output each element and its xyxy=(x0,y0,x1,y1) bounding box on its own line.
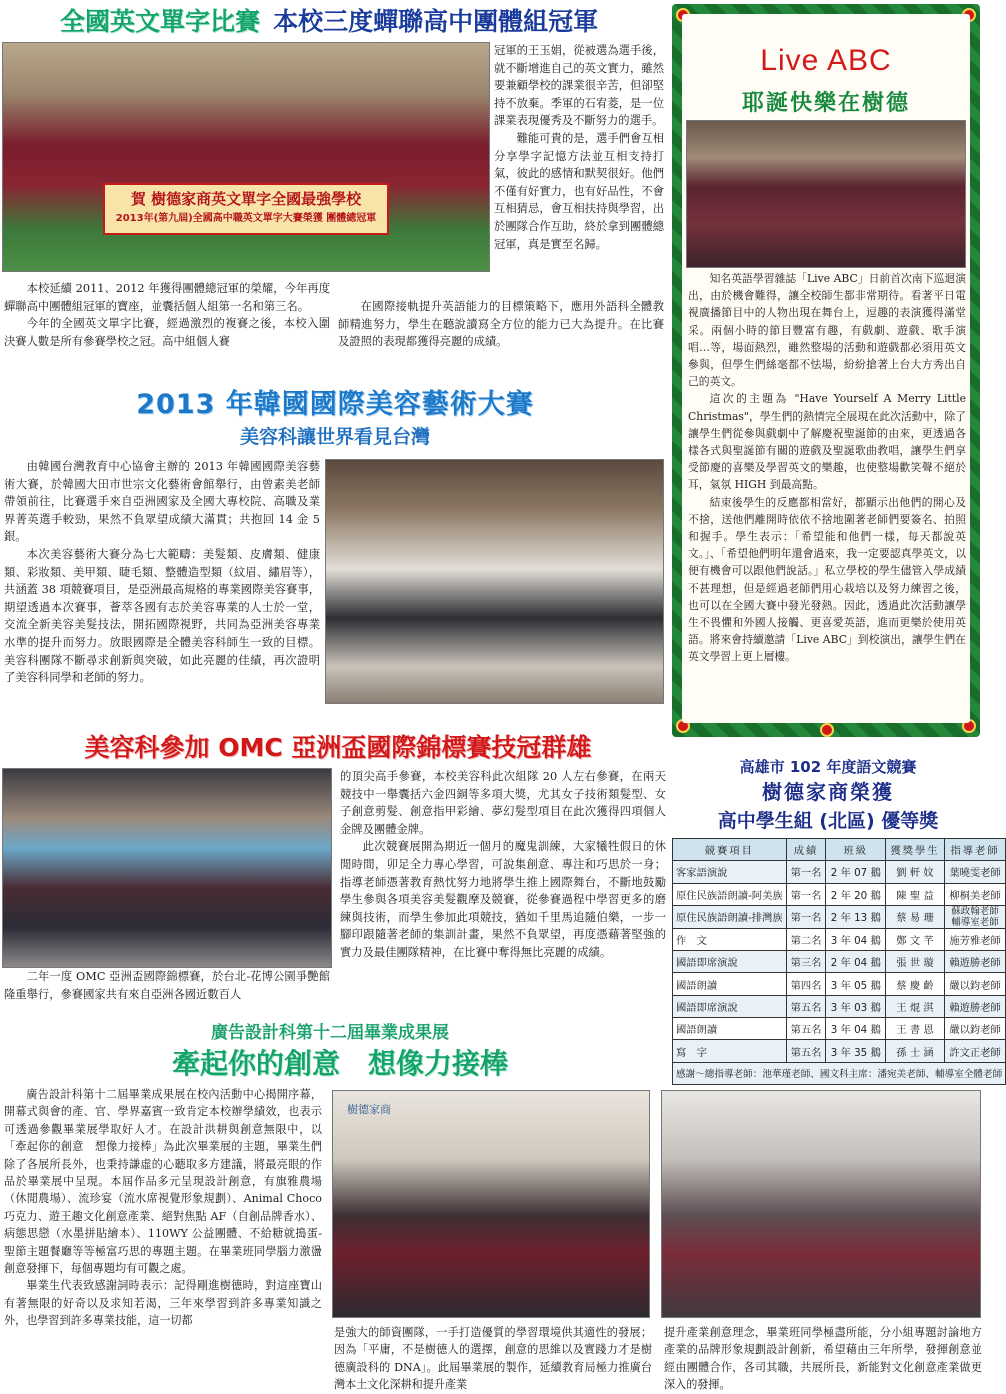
award-header: 班級 xyxy=(826,839,886,861)
award-header-row xyxy=(673,839,1006,861)
award-cell: 第一名 xyxy=(786,883,826,905)
award-header: 指導老師 xyxy=(944,839,1005,861)
article1-bottom-right xyxy=(338,298,664,368)
table-row xyxy=(673,995,1006,1017)
article4-title: 牽起你的創意 想像力接棒 xyxy=(171,1047,508,1080)
article1-right-para-1: 冠軍的王玉娟，從被選為選手後，就不斷增進自己的英文實力，雖然要兼顧學校的課業很辛苦，但卻堅持不放棄。季軍的石宥菱，是一位課業表現優秀及不斷努力的選手。 xyxy=(494,44,664,128)
article2-para-1: 由韓國台灣教育中心協會主辦的 2013 年韓國國際美容藝術大賽，於韓國大田市世宗文化藝術會館舉行，由曾素美老師帶領前往，比賽選手來自亞洲國家及全國大專校院、高職及業界菁英選手較勁，果然不負眾望成績大滿貫；共抱回 14 金 5 銀。 xyxy=(4,460,320,544)
article1-right-column xyxy=(494,42,664,282)
teacher-name: 蘇政翰老師 xyxy=(951,905,999,917)
article3-right-column xyxy=(340,768,666,1006)
award-cell: 第一名 xyxy=(786,905,826,928)
article1-group-photo xyxy=(2,42,490,272)
award-cell: 陳 聖 益 xyxy=(886,883,945,905)
award-cell: 第五名 xyxy=(786,1018,826,1040)
table-row xyxy=(673,1018,1006,1040)
article4-col3-para: 提升產業創意理念，畢業班同學極盡所能，分小組專題討論地方產業的品牌形象規劃設計創新，希望藉由三年所學，發揮創意並經由團體合作，各司其職，共展所長，新能對文化創意產業做更深入的發揮。 xyxy=(664,1326,982,1392)
article4-column-3 xyxy=(664,1324,982,1392)
award-note: 感謝～總指導老師：池華瑾老師、國文科主席：潘宛美老師、輔導室全體老師 xyxy=(673,1062,1006,1084)
article4-column-2 xyxy=(334,1324,652,1392)
article1-bottom-para-2: 今年的全國英文單字比賽，經過激烈的複賽之後，本校入圍決賽人數是所有參賽學校之冠。高中組個人賽 xyxy=(4,317,330,348)
award-cell: 3 年 03 鵝 xyxy=(826,995,886,1017)
ornament-icon xyxy=(822,725,832,735)
award-cell: 第二名 xyxy=(786,928,826,950)
banner-line2: 2013年(第九屆)全國高中職英文單字大賽榮獲 團體總冠軍 xyxy=(115,213,377,224)
award-cell: 原住民族語朗讀-排灣族 xyxy=(673,905,787,928)
article1-bottom-para-1: 本校延續 2011、2012 年獲得團體總冠軍的榮耀，今年再度蟬聯高中團體組冠軍的寶座，並囊括個人組第一名和第三名。 xyxy=(4,282,330,313)
article4-column-1 xyxy=(4,1086,322,1376)
table-row xyxy=(673,861,1006,883)
award-cell: 作 文 xyxy=(673,928,787,950)
article1-bottom-left xyxy=(4,280,330,370)
award-cell: 寫 字 xyxy=(673,1040,787,1062)
award-cell: 第三名 xyxy=(786,951,826,973)
award-cell: 嚴以鈞老師 xyxy=(944,973,1005,995)
award-cell: 賴遊勝老師 xyxy=(944,995,1005,1017)
award-title-line1: 高雄市 102 年度語文競賽 xyxy=(739,758,917,776)
award-cell: 鄭 文 芊 xyxy=(886,928,945,950)
award-title-line2: 樹德家商榮獲 xyxy=(762,780,894,804)
award-cell: 第一名 xyxy=(786,861,826,883)
award-cell: 國語朗讀 xyxy=(673,1018,787,1040)
table-row xyxy=(673,973,1006,995)
award-cell: 國語即席演說 xyxy=(673,951,787,973)
award-cell: 蔡 慶 齡 xyxy=(886,973,945,995)
article2-body xyxy=(4,458,320,720)
award-cell: 3 年 35 鵝 xyxy=(826,1040,886,1062)
award-cell: 賴遊勝老師 xyxy=(944,951,1005,973)
award-cell: 3 年 05 鵝 xyxy=(826,973,886,995)
award-cell: 客家語演說 xyxy=(673,861,787,883)
article4-kicker: 廣告設計科第十二屆畢業成果展 xyxy=(211,1023,449,1043)
liveabc-stage-photo xyxy=(686,120,966,268)
article1-headline xyxy=(60,2,670,40)
table-row xyxy=(673,928,1006,950)
liveabc-christmas-box xyxy=(672,4,980,737)
award-cell: 柳桐美老師 xyxy=(944,883,1005,905)
award-cell: 葉曉雯老師 xyxy=(944,861,1005,883)
liveabc-title: 耶誕快樂在樹德 xyxy=(741,91,910,116)
liveabc-para-2: 這次的主題為 "Have Yourself A Merry Little Christmas"，學生們的熱情完全展現在此次活動中，除了讓學生們從參與戲劇中了解慶祝聖誕節的由來，更透過各樣各式與聖誕節有關的遊戲及聖誕歌曲教唱，讓學生們享受節慶的喜樂及學習英文的樂趣，也使整場歡笑聲不絕於耳，氣氛 HIGH 到最高點。 xyxy=(688,392,966,492)
award-cell: 張 世 璇 xyxy=(886,951,945,973)
article3-team-photo xyxy=(2,768,332,968)
article1-title-prefix: 全國英文單字比賽 xyxy=(60,7,261,36)
article3-left-para: 二年一度 OMC 亞洲盃國際錦標賽，於台北-花博公園爭艷館隆重舉行，參賽國家共有來自亞洲各國近數百人 xyxy=(4,970,330,1001)
award-cell: 2 年 13 鵝 xyxy=(826,905,886,928)
article4-exhibition-photo xyxy=(661,1090,981,1318)
article3-right-para-2: 此次競賽展開為期近一個月的魔鬼訓練，大家犧牲假日的休閒時間，卯足全力專心學習，可說集創意、專注和巧思於一身；指導老師憑著教育熱忱努力地將學生推上國際舞台，不斷地鼓勵學生參與各項美容美髮觀摩及競賽，從參賽過程中學習更多的磨練與技術，而學生參加此項競技，猶如千里馬追隨伯樂，一步一腳印跟隨著老師的集訓計畫，果然不負眾望，再度憑藉著堅強的實力及最佳團隊精神，在比賽中奪得無比亮麗的成績。 xyxy=(340,840,666,959)
article3-right-para-1: 的頂尖高手參賽，本校美容科此次組隊 20 人左右參賽，在兩天競技中一舉囊括六金四銅等多項大獎，尤其女子技術類髮型、女子創意剪髮、創意指甲彩繪、夢幻髮型項目在此次獲得四項個人金牌及團體金牌。 xyxy=(340,770,666,836)
award-cell: 第四名 xyxy=(786,973,826,995)
award-cell: 2 年 04 鵝 xyxy=(826,951,886,973)
article1-bottom-right-para: 在國際接軌提升英語能力的目標策略下，應用外語科全體教師精進努力，學生在聽說讀寫全方位的能力已大為提升。在比賽及證照的表現都獲得亮麗的成績。 xyxy=(338,300,664,349)
award-cell: 國語朗讀 xyxy=(673,973,787,995)
article2-title: 2013 年韓國國際美容藝術大賽 xyxy=(136,389,534,420)
award-cell: 國語即席演說 xyxy=(673,995,787,1017)
award-cell: 劉 軒 妏 xyxy=(886,861,945,883)
banner-line1: 賀 樹德家商英文單字全國最強學校 xyxy=(130,190,362,208)
liveabc-para-3: 結束後學生的反應都相當好，都顯示出他們的開心及不捨，送他們離開時依依不捨地圍著老師們要簽名、拍照和握手。學生表示：「希望能和他們一樣，每天都說英文。」、「希望他們明年還會過來，我一定要認真學英文，以便有機會可以跟他們說話。」私立學校的學生儘管入學成績不甚理想，但是經過老師們用心栽培以及努力練習之後，也可以在全國大賽中發光發熱。因此，透過此次活動讓學生不畏懼和外國人接觸、更喜愛英語，進而更樂於使用英語。將來會持續邀請「Live ABC」到校演出，讓學生們在英文學習上更上層樓。 xyxy=(688,495,966,664)
award-cell xyxy=(944,905,1005,928)
award-header: 成績 xyxy=(786,839,826,861)
liveabc-content xyxy=(682,14,970,723)
award-cell: 2 年 20 鵝 xyxy=(826,883,886,905)
article2-para-2: 本次美容藝術大賽分為七大範疇：美髮類、皮膚類、健康類、彩妝類、美甲類、睫毛類、整體造型類（紋眉、繡眉等），共涵蓋 38 項競賽項目，是亞洲最高規格的專業國際美容賽事，期望透過本次賽事，薈萃各國有志於美容專業的人士於一堂，交流全新美容美髮技法，開拓國際視野，共同為亞洲美容專業水準的提升而努力。放眼國際是全體美容科師生一致的目標。美容科團隊不斷尋求創新與突破，如此亮麗的佳績，再次證明了美容科同學和老師的努力。 xyxy=(4,547,320,685)
award-cell: 施芳雅老師 xyxy=(944,928,1005,950)
award-cell: 孫 士 涵 xyxy=(886,1040,945,1062)
award-cell: 王 焜 淇 xyxy=(886,995,945,1017)
award-title-line3: 高中學生組 (北區) 優等獎 xyxy=(717,810,939,832)
article4-ceremony-photo xyxy=(332,1090,650,1318)
award-cell: 3 年 04 鵝 xyxy=(826,1018,886,1040)
liveabc-brand: Live ABC xyxy=(760,44,892,77)
table-row xyxy=(673,951,1006,973)
article1-title: 本校三度蟬聯高中團體組冠軍 xyxy=(273,7,599,36)
article4-col1-para-1: 廣告設計科第十二屆畢業成果展在校內活動中心揭開序幕，開幕式與會的產、官、學界嘉賓一致肯定本校辦學績效，也表示可透過參觀畢業展學取好人才。在設計洪耕與創意無限中，以「牽起你的創意 想像力接棒」為此次畢業展的主題，畢業生們除了各展所長外，也秉持謙虛的心聽取多方建議，將最亮眼的作品於畢業展中呈現。本屆作品多元呈現設計創意，有旗雅農場（休閒農場）、流珍宴（流水席視覺形象規劃）、Animal Choco 巧克力、遊王趣文化創意產業、絕對焦點 AF（自創品牌香水）、病態思戀（水墨拼貼繪本）、110WY 公益團體、不給糖就搗蛋-聖節主題餐廳等等極富巧思的專題主題。在畢業班同學腦力激盪創意發揮下，每個專題均有可觀之處。 xyxy=(4,1088,322,1276)
article2-subtitle: 美容科讓世界看見台灣 xyxy=(239,426,430,448)
table-row xyxy=(673,883,1006,905)
article3-title: 美容科參加 OMC 亞洲盃國際錦標賽技冠群雄 xyxy=(84,733,592,762)
table-note-row xyxy=(673,1062,1006,1084)
award-header: 競賽項目 xyxy=(673,839,787,861)
photo-sign: 樹德家商 xyxy=(347,1103,391,1116)
teacher-name: 輔導室老師 xyxy=(951,916,999,928)
award-cell: 2 年 07 鵝 xyxy=(826,861,886,883)
award-cell: 原住民族語朗讀-阿美族 xyxy=(673,883,787,905)
award-cell: 蔡 易 珊 xyxy=(886,905,945,928)
article1-right-para-2: 難能可貴的是，選手們會互相分享學字記憶方法並互相支持打氣，彼此的感情和默契很好。他們不僅有好實力，也有好品性，不會互相猜忌，會互相扶持與學習，出於團隊合作互助，終於拿到團體總冠軍，真是實至名歸。 xyxy=(494,131,664,251)
award-table xyxy=(672,838,1006,1085)
award-cell: 第五名 xyxy=(786,995,826,1017)
award-cell: 第五名 xyxy=(786,1040,826,1062)
article1-photo-banner xyxy=(103,183,389,235)
article4-col1-para-2: 畢業生代表致感謝詞時表示：記得剛進樹德時，對這座寶山有著無限的好奇以及求知若渴，三年來學習到許多專業知識之外，也學習到許多專業技能，這一切都 xyxy=(4,1279,322,1328)
award-cell: 許文正老師 xyxy=(944,1040,1005,1062)
article4-col2-para: 是強大的師資團隊，一手打造優質的學習環境供其適性的發展；因為「平庸，不是樹德人的選擇，創意的思維以及實踐力才是樹德廣設科的 DNA」。此屆畢業展的製作，延續教育局極力推廣台灣本土文化深耕和提升產業 xyxy=(334,1326,652,1392)
award-header: 獲獎學生 xyxy=(886,839,945,861)
award-cell: 嚴以鈞老師 xyxy=(944,1018,1005,1040)
table-row xyxy=(673,1040,1006,1062)
award-cell: 王 書 恩 xyxy=(886,1018,945,1040)
article2-award-photo xyxy=(325,459,664,704)
liveabc-body xyxy=(688,270,966,716)
table-row xyxy=(673,905,1006,928)
award-cell: 3 年 04 鵝 xyxy=(826,928,886,950)
article3-left-column xyxy=(4,968,330,1008)
liveabc-para-1: 知名英語學習雜誌「Live ABC」日前首次南下巡迴演出，由於機會難得，讓全校師生都非常期待。看著平日電視廣播節目中的人物出現在舞台上，逗趣的表演獲得滿堂采。兩個小時的節目豐富有趣，有戲劇、遊戲、歌手演唱…等，場面熱烈，雖然整場的活動和遊戲都必須用英文參與，但學生們絲毫都不怯場，紛紛搶著上台大方秀出自己的英文。 xyxy=(688,272,966,389)
